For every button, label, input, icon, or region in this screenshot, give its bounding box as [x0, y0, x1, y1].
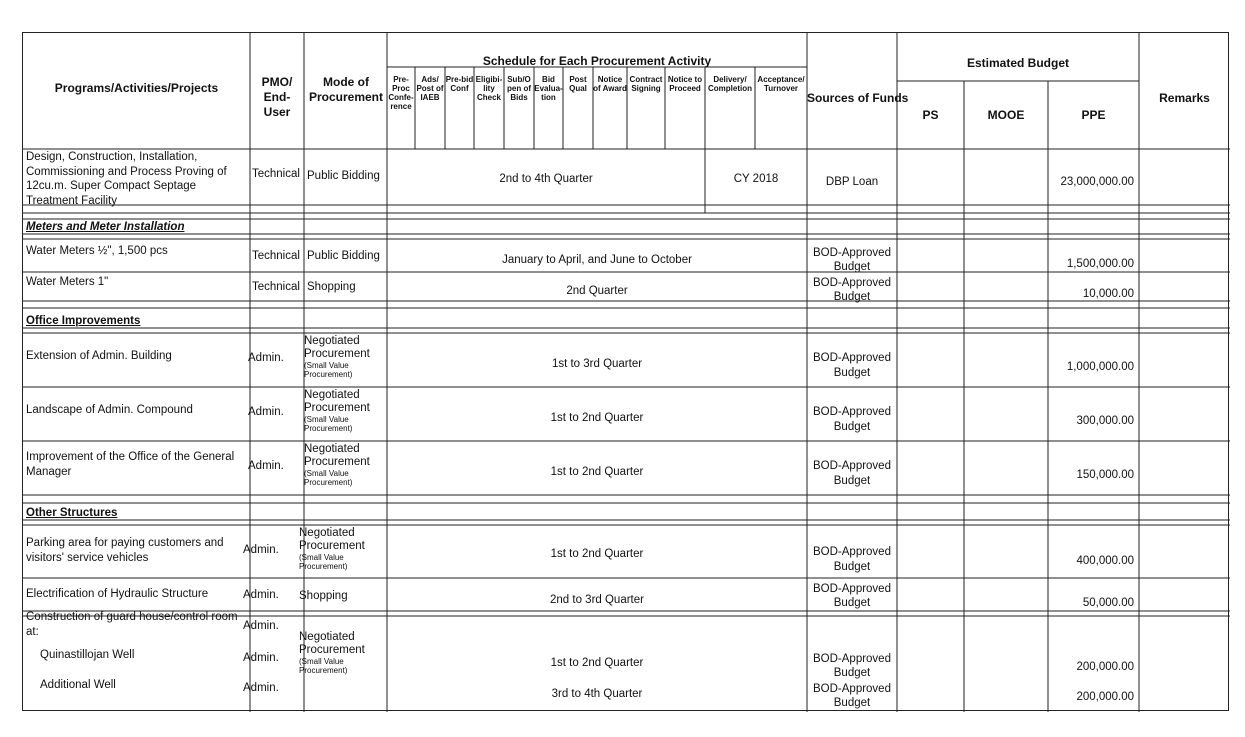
- header-schedule: Schedule for Each Procurement Activity: [482, 54, 712, 68]
- row-design-mode: Public Bidding: [307, 170, 380, 182]
- row-design-schedule: 2nd to 4th Quarter: [499, 173, 593, 185]
- row-gm-office-ppe: 150,000.00: [1076, 469, 1134, 481]
- row-meters-half-source: BOD-Approved Budget: [813, 247, 891, 273]
- header-ppe: PPE: [1081, 108, 1106, 122]
- row-electrification-pmo: Admin.: [243, 589, 279, 601]
- header-pmo: PMO/ End-User: [261, 75, 293, 119]
- row-meters-one-source: BOD-Approved Budget: [813, 277, 891, 303]
- row-meters-half-name: Water Meters ½", 1,500 pcs: [26, 245, 168, 257]
- row-meters-one-ppe: 10,000.00: [1082, 288, 1134, 300]
- section-other: Other Structures: [26, 507, 118, 519]
- row-quina-ppe: 200,000.00: [1076, 661, 1134, 673]
- header-remarks: Remarks: [1159, 91, 1210, 105]
- row-parking-ppe: 400,000.00: [1076, 555, 1134, 567]
- row-additional-ppe: 200,000.00: [1076, 691, 1134, 703]
- activity-acceptance: Acceptance/ Turnover: [757, 75, 805, 93]
- row-guard-name: Construction of guard house/control room at:: [26, 611, 238, 638]
- row-admin-bldg-schedule: 1st to 3rd Quarter: [551, 358, 643, 370]
- activity-eligibility: Eligibi-lity Check: [475, 75, 503, 102]
- row-guard-pmo: Admin.: [243, 620, 279, 632]
- row-meters-one-name: Water Meters 1": [26, 276, 109, 288]
- row-meters-half-mode: Public Bidding: [307, 250, 380, 262]
- row-design-name: Design, Construction, Installation, Commissioning and Process Proving of 12cu.m. Super Compact Septage Treatment Facility: [26, 151, 227, 207]
- row-landscape-source: BOD-Approved Budget: [813, 406, 891, 433]
- row-landscape-schedule: 1st to 2nd Quarter: [550, 412, 644, 424]
- row-parking-schedule: 1st to 2nd Quarter: [550, 548, 644, 560]
- row-quina-name: Quinastillojan Well: [40, 649, 135, 661]
- row-quina-schedule: 1st to 2nd Quarter: [550, 657, 644, 669]
- row-parking-name: Parking area for paying customers and visitors' service vehicles: [26, 537, 224, 564]
- row-admin-bldg-pmo: Admin.: [248, 352, 284, 364]
- procurement-plan-table: [22, 32, 1229, 711]
- header-mode: Mode of Procurement: [308, 75, 384, 104]
- row-additional-name: Additional Well: [40, 679, 116, 691]
- row-guard-mode: Negotiated Procurement (Small Value Procurement): [299, 631, 365, 675]
- row-gm-office-mode: Negotiated Procurement (Small Value Procurement): [304, 443, 370, 487]
- row-meters-one-pmo: Technical: [252, 281, 300, 293]
- row-landscape-name: Landscape of Admin. Compound: [26, 404, 193, 416]
- row-landscape-mode: Negotiated Procurement (Small Value Procurement): [304, 389, 370, 433]
- activity-prebid: Pre-bid Conf: [445, 75, 474, 93]
- section-office: Office Improvements: [26, 315, 141, 327]
- row-landscape-ppe: 300,000.00: [1076, 415, 1134, 427]
- row-parking-mode: Negotiated Procurement (Small Value Procurement): [299, 527, 365, 571]
- header-programs: Programs/Activities/Projects: [54, 81, 219, 95]
- header-ps: PS: [922, 108, 939, 122]
- section-meters: Meters and Meter Installation: [26, 221, 185, 233]
- row-gm-office-schedule: 1st to 2nd Quarter: [550, 466, 644, 478]
- row-electrification-mode: Shopping: [299, 590, 348, 602]
- activity-ntp: Notice to Proceed: [667, 75, 703, 93]
- activity-delivery: Delivery/ Completion: [708, 75, 752, 93]
- row-quina-source: BOD-Approved Budget: [813, 653, 891, 679]
- row-design-pmo: Technical: [252, 168, 300, 180]
- row-admin-bldg-mode: Negotiated Procurement (Small Value Procurement): [304, 335, 370, 379]
- row-design-ppe: 23,000,000.00: [1060, 176, 1134, 188]
- row-gm-office-name: Improvement of the Office of the General Manager: [26, 451, 235, 478]
- activity-contract: Contract Signing: [629, 75, 663, 93]
- row-quina-pmo: Admin.: [243, 652, 279, 664]
- row-additional-source: BOD-Approved Budget: [813, 683, 891, 709]
- activity-postqual: Post Qual: [569, 75, 587, 93]
- row-electrification-ppe: 50,000.00: [1082, 597, 1134, 609]
- activity-subopen: Sub/O pen of Bids: [507, 75, 531, 102]
- row-admin-bldg-source: BOD-Approved Budget: [813, 352, 891, 379]
- row-meters-one-schedule: 2nd Quarter: [566, 285, 628, 297]
- activity-preproc: Pre-Proc Confe-rence: [388, 75, 414, 111]
- activity-award: Notice of Award: [593, 75, 627, 93]
- header-budget: Estimated Budget: [966, 56, 1069, 70]
- row-admin-bldg-ppe: 1,000,000.00: [1066, 361, 1134, 373]
- row-electrification-source: BOD-Approved Budget: [813, 583, 891, 609]
- activity-bideval: Bid Evalua-tion: [534, 75, 563, 102]
- header-mooe: MOOE: [987, 108, 1025, 122]
- row-design-source: DBP Loan: [825, 176, 879, 188]
- row-parking-pmo: Admin.: [243, 544, 279, 556]
- row-meters-half-pmo: Technical: [252, 250, 300, 262]
- row-gm-office-pmo: Admin.: [248, 460, 284, 472]
- header-sources: Sources of Funds: [807, 91, 909, 105]
- row-meters-half-schedule: January to April, and June to October: [502, 254, 692, 266]
- activity-ads: Ads/ Post of IAEB: [416, 75, 444, 102]
- row-electrification-schedule: 2nd to 3rd Quarter: [550, 594, 644, 606]
- row-gm-office-source: BOD-Approved Budget: [813, 460, 891, 487]
- row-admin-bldg-name: Extension of Admin. Building: [26, 350, 172, 362]
- row-electrification-name: Electrification of Hydraulic Structure: [26, 588, 209, 600]
- row-design-delivery: CY 2018: [733, 173, 779, 185]
- row-additional-schedule: 3rd to 4th Quarter: [551, 688, 643, 700]
- row-parking-source: BOD-Approved Budget: [813, 546, 891, 573]
- row-meters-half-ppe: 1,500,000.00: [1066, 258, 1134, 270]
- row-additional-pmo: Admin.: [243, 682, 279, 694]
- row-landscape-pmo: Admin.: [248, 406, 284, 418]
- row-meters-one-mode: Shopping: [307, 281, 356, 293]
